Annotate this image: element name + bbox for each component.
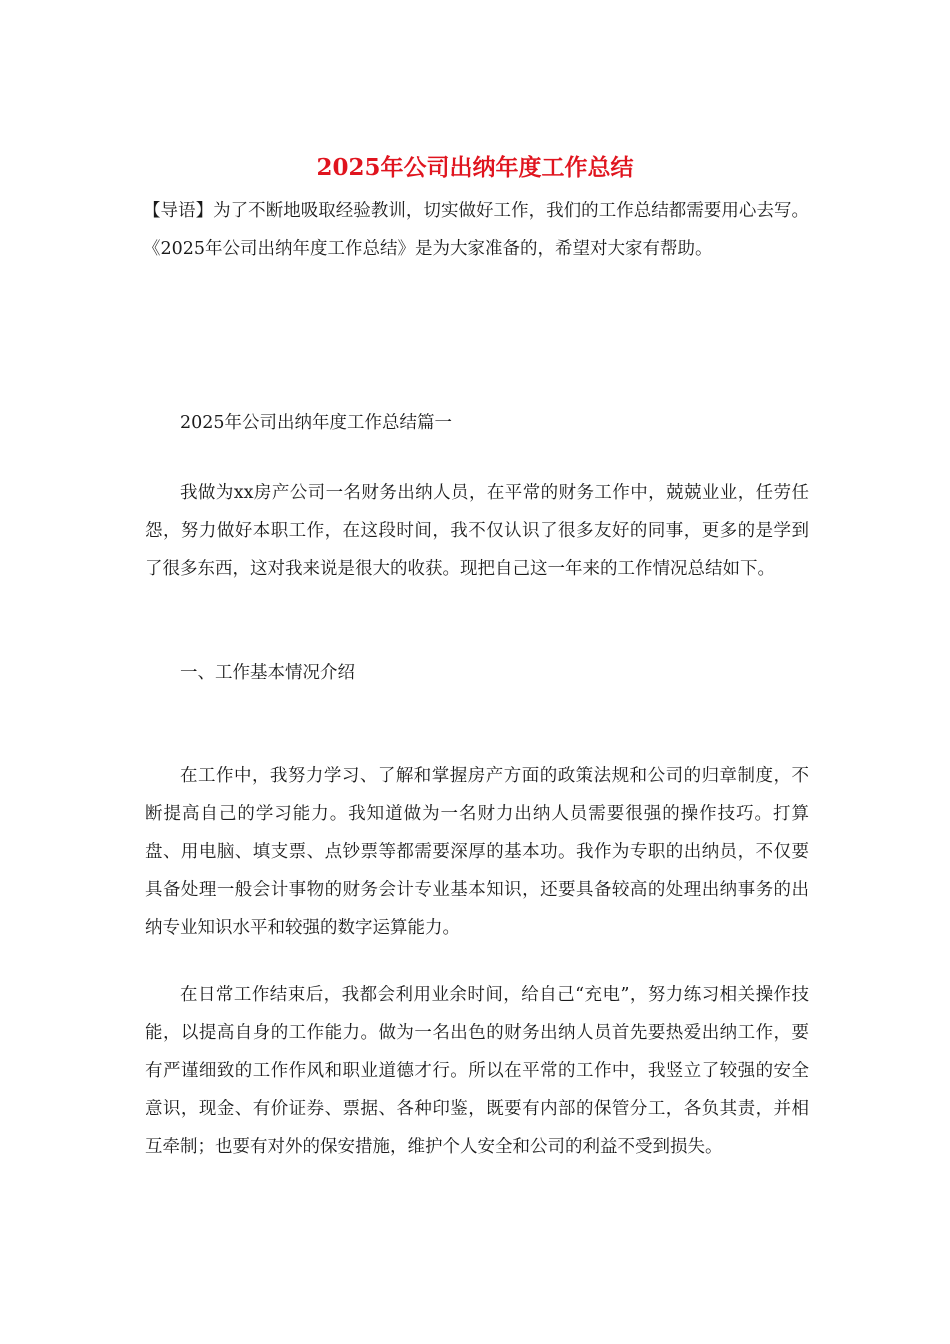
section-heading: 2025年公司出纳年度工作总结篇一 (180, 413, 453, 433)
intro-paragraph: 【导语】为了不断地吸取经验教训，切实做好工作，我们的工作总结都需要用心去写。《2025年公司出纳年度工作总结》是为大家准备的，希望对大家有帮助。 (143, 201, 809, 259)
body-paragraph-2: 在工作中，我努力学习、了解和掌握房产方面的政策法规和公司的归章制度，不断提高自己的学习能力。我知道做为一名财力出纳人员需要很强的操作技巧。打算盘、用电脑、填支票、点钞票等都需要深厚的基本功。我作为专职的出纳员，不仅要具备处理一般会计事物的财务会计专业基本知识，还要具备较高的处理出纳事务的出纳专业知识水平和较强的数字运算能力。 (145, 766, 809, 938)
subheading-1: 一、工作基本情况介绍 (180, 663, 355, 683)
document-title: 2025年公司出纳年度工作总结 (316, 154, 634, 181)
body-paragraph-1: 我做为xx房产公司一名财务出纳人员，在平常的财务工作中，兢兢业业，任劳任怨，努力做好本职工作，在这段时间，我不仅认识了很多友好的同事，更多的是学到了很多东西，这对我来说是很大的收获。现把自己这一年来的工作情况总结如下。 (145, 483, 809, 579)
body-paragraph-3: 在日常工作结束后，我都会利用业余时间，给自己“充电”，努力练习相关操作技能，以提高自身的工作能力。做为一名出色的财务出纳人员首先要热爱出纳工作，要有严谨细致的工作作风和职业道德才行。所以在平常的工作中，我竖立了较强的安全意识，现金、有价证券、票据、各种印鉴，既要有内部的保管分工，各负其责，并相互牵制；也要有对外的保安措施，维护个人安全和公司的利益不受到损失。 (145, 985, 809, 1157)
